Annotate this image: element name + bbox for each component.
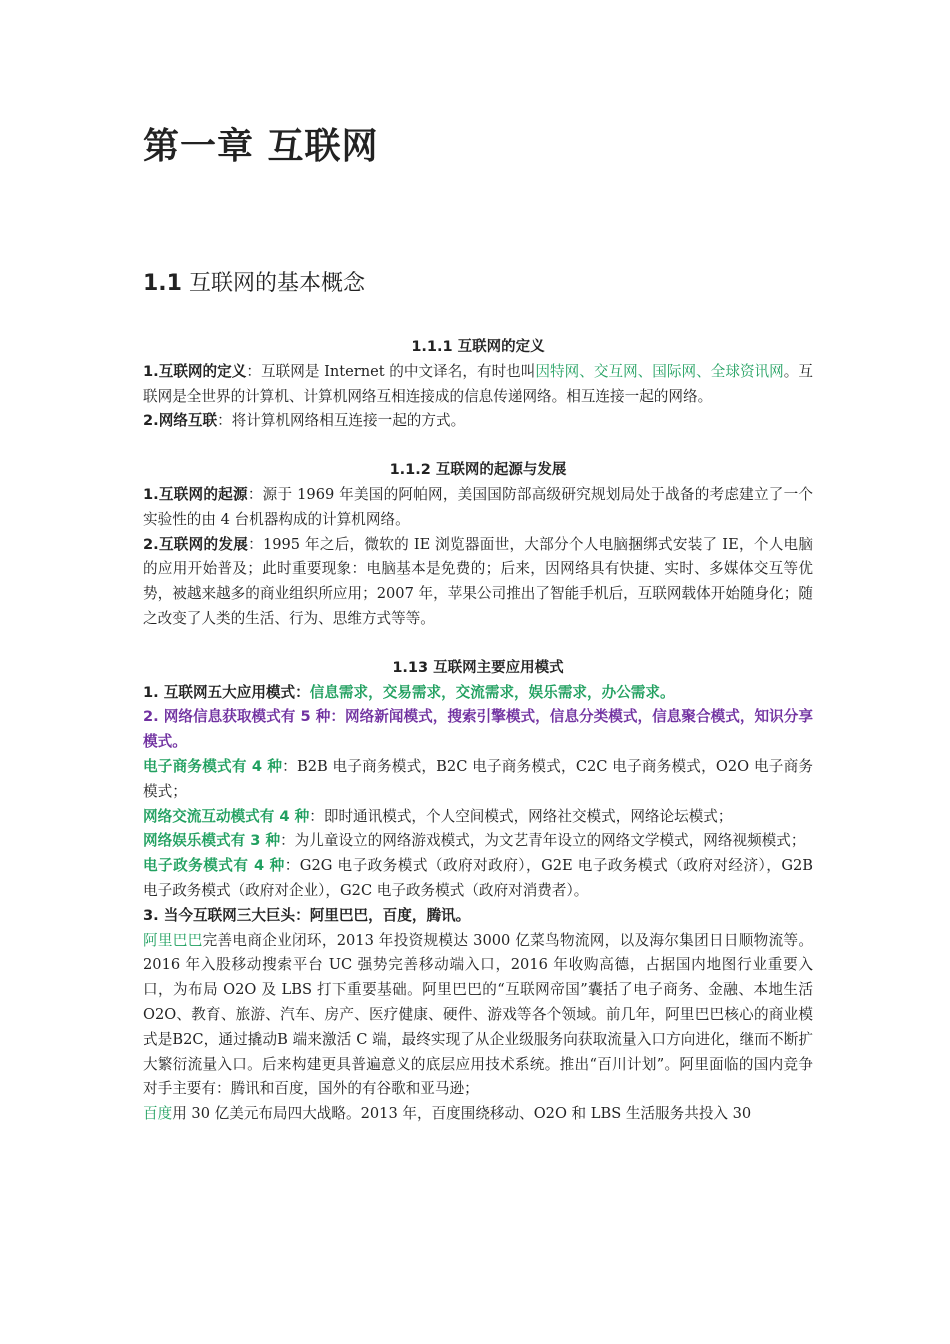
paragraph-label: 1.互联网的定义	[143, 362, 247, 380]
paragraph-text: ：即时通讯模式，个人空间模式，网络社交模式，网络论坛模式；	[309, 807, 733, 825]
paragraph-label: 1.互联网的起源	[143, 485, 248, 503]
paragraph-text: 完善电商企业闭环，2013 年投资规模达 3000 亿菜鸟物流网，以及海尔集团日日顺物流等。2016 年入股移动搜索平台 UC 强势完善移动端入口，2016 年收购高德，占据国内地图行业重要入口，为布局 O2O 及 LBS 打下重要基础。阿里巴巴的“互联网帝国”囊括了电子商务、金融、本地生活 O2O、教育、旅游、汽车、房产、医疗健康、硬件、游戏等各个领域。前几年，阿里巴巴核心的商业模式是B2C，通过撬动B 端来激活 C 端，最终实现了从企业级服务向获取流量入口方向进化，继而不断扩大繁衍流量入口。后来构建更具普遍意义的底层应用技术系统。推出“百川计划”。阿里面临的国内竞争对手主要有：腾讯和百度，国外的有谷歌和亚马逊；	[143, 931, 813, 1098]
company-name-alibaba: 阿里巴巴	[143, 931, 203, 949]
paragraph-label: 网络交流互动模式有 4 种	[143, 807, 310, 825]
paragraph-ecommerce	[143, 755, 813, 805]
paragraph-development	[143, 533, 813, 632]
paragraph-definition	[143, 360, 813, 410]
mode-list: 信息需求，交易需求，交流需求，娱乐需求，办公需求。	[309, 683, 675, 701]
paragraph-egov	[143, 854, 813, 904]
paragraph-label: 2.互联网的发展	[143, 535, 249, 553]
paragraph-interconnection	[143, 409, 813, 434]
paragraph-text: ：将计算机网络相互连接一起的方式。	[217, 412, 466, 430]
paragraph-text: ：为儿童设立的网络游戏模式，为文艺青年设立的网络文学模式，网络视频模式；	[280, 832, 806, 850]
paragraph-baidu	[143, 1102, 813, 1127]
paragraph-label: 网络娱乐模式有 3 种	[143, 832, 281, 850]
highlight-names: 因特网、交互网、国际网、全球资讯网	[535, 362, 784, 380]
paragraph-origin	[143, 483, 813, 533]
paragraph-label: 2. 网络信息获取模式有 5 种：	[143, 708, 346, 726]
paragraph-label: 2.网络互联	[143, 412, 218, 430]
paragraph-info-modes	[143, 705, 813, 755]
paragraph-text: ：源于 1969 年美国的阿帕网，美国国防部高级研究规划局处于战备的考虑建立了一个实验性的由 4 台机器构成的计算机网络。	[143, 485, 814, 528]
paragraph-label: 1. 互联网五大应用模式：	[143, 683, 310, 701]
paragraph-label: 电子商务模式有 4 种	[143, 757, 283, 775]
paragraph-giants	[143, 904, 813, 929]
section-number: 1.1	[143, 271, 182, 296]
paragraph-label: 3. 当今互联网三大巨头：阿里巴巴，百度，腾讯。	[143, 906, 471, 924]
paragraph-label: 电子政务模式有 4 种	[143, 857, 285, 875]
paragraph-text: ：G2G 电子政务模式（政府对政府），G2E 电子政务模式（政府对经济），G2B 电子政务模式（政府对企业），G2C 电子政务模式（政府对消费者）。	[143, 857, 813, 899]
subsection-title-1-13: 1.13 互联网主要应用模式	[392, 659, 564, 676]
paragraph-text: ：B2B 电子商务模式，B2C 电子商务模式，C2C 电子商务模式，O2O 电子商务模式；	[143, 757, 813, 800]
paragraph-communication	[143, 805, 813, 830]
paragraph-text: 。互联网是全世界的计算机、计算机网络互相连接成的信息传递网络。相互连接一起的网络。	[143, 362, 813, 405]
paragraph-entertainment	[143, 829, 813, 854]
body-text	[143, 335, 813, 1127]
section-text: 互联网的基本概念	[181, 271, 365, 296]
mode-list: 网络新闻模式，搜索引擎模式，信息分类模式，信息聚合模式，知识分享模式。	[143, 708, 813, 751]
paragraph-text: ：互联网是 Internet 的中文译名，有时也叫	[246, 362, 536, 380]
subsection-title-1-1-1: 1.1.1 互联网的定义	[411, 339, 545, 355]
chapter-title: 第一章 互联网	[143, 126, 379, 167]
section-title	[143, 266, 365, 297]
paragraph-text: ：1995 年之后，微软的 IE 浏览器面世，大部分个人电脑捆绑式安装了 IE，个人电脑的应用开始普及；此时重要现象：电脑基本是免费的；后来，因网络具有快捷、实时、多媒体交互等优势，被越来越多的商业组织所应用；2007 年，苹果公司推出了智能手机后，互联网载体开始随身化；随之改变了人类的生活、行为、思维方式等等。	[143, 535, 813, 627]
company-name-baidu: 百度	[143, 1105, 173, 1123]
subsection-title-1-1-2: 1.1.2 互联网的起源与发展	[389, 462, 567, 479]
paragraph-text: 用 30 亿美元布局四大战略。2013 年，百度围绕移动、O2O 和 LBS 生活服务共投入 30	[172, 1105, 752, 1123]
paragraph-alibaba	[143, 929, 813, 1103]
paragraph-five-modes	[143, 681, 813, 706]
